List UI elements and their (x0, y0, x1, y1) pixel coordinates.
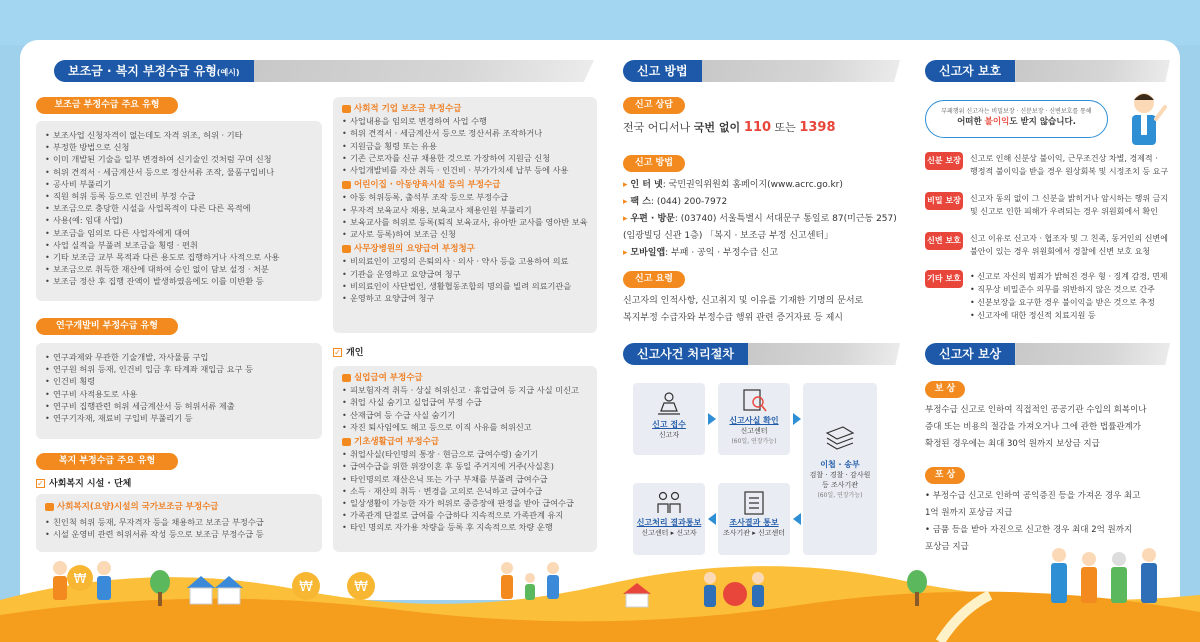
list-item: • 사업 실적을 부풀려 보조금을 횡령 · 편취 (45, 239, 313, 251)
list-item: • 보조금을 임의로 다른 사업자에게 대여 (45, 227, 313, 239)
list-item: • 취업사실(타인명의 통장 · 현금으로 급여수령) 숨기기 (342, 448, 588, 460)
requirements-text (623, 293, 863, 327)
protection-line: • 신고로 자신의 범죄가 밝혀진 경우 형 · 징계 감경, 면제 (970, 272, 1168, 281)
list-item: • 보육교사를 허위로 등록(퇴직 보육교사, 유아반 교사를 영아반 보육 (342, 216, 588, 228)
rnd-list (36, 343, 322, 439)
magnifier-doc-icon (739, 387, 769, 415)
arrow-right-icon (793, 413, 801, 425)
section-header-process: 신고사건 처리절차 (623, 343, 900, 365)
header-suffix: (예시) (216, 68, 240, 77)
reward-line: 증대 또는 비용의 절감을 가져오거나 그에 관한 법률관계가 (925, 422, 1141, 432)
section-header-method: 신고 방법 (623, 60, 900, 82)
requirement-line: 복지부정 수급자와 부정수급 행위 관련 증거자료 등 제시 (623, 313, 843, 323)
reward-line: 1억 원까지 포상금 지급 (925, 508, 1013, 518)
method-line: ▸ 인 터 넷: 국민권익위원회 홈페이지(www.acrc.go.kr) (623, 180, 843, 190)
list-item: • 기관을 운영하고 요양급여 청구 (342, 268, 588, 280)
compensation-text (925, 402, 1147, 453)
list-item: • 기타 보조금 교부 목적과 다른 용도로 집행하거나 사적으로 사용 (45, 251, 313, 263)
businessmen-icon (700, 570, 770, 610)
pill-subsidy: 보조금 부정수급 주요 유형 (36, 97, 178, 114)
list-item: • 급여수급을 위한 위장이혼 후 동일 주거지에 거주(사실혼) (342, 460, 588, 472)
left-panel (20, 40, 603, 600)
protection-line: 신고 이유로 신고자 · 협조자 및 그 친족, 동거인의 신변에 (970, 234, 1168, 243)
method-line: ▸ 우편 · 방문: (03740) 서울특별시 서대문구 통일로 87(미근동 257) (623, 214, 897, 224)
building-icon (342, 105, 351, 113)
checklist-icon (741, 489, 767, 517)
documents-stack-icon (823, 421, 857, 453)
list-item: • 인건비 횡령 (45, 375, 313, 387)
arrow-left-icon (793, 513, 801, 525)
list-item: • 운영하고 요양급여 청구 (342, 292, 588, 304)
building-icon (342, 181, 351, 189)
protection-line: 신고자 동의 없이 그 신분을 밝히거나 암시하는 행위 금지 (970, 194, 1169, 203)
right-panel (603, 40, 1180, 600)
protection-line: • 신고자에 대한 정신적 치료지원 등 (970, 311, 1096, 320)
list-item: • 시설 운영비 관련 허위서류 작성 등으로 보조금 부정수급 등 (45, 528, 313, 540)
step-name: 이첩 · 송부 (820, 460, 860, 469)
svg-text:₩: ₩ (299, 579, 313, 595)
protection-line: 행정적 불이익을 받을 경우 원상회복 및 시정조치 등 요구 (970, 167, 1169, 176)
arrow-left-icon (708, 513, 716, 525)
welfare-sub-title: 사회복지(요양)시설의 국가보조금 부정수급 (45, 501, 313, 513)
col2-org-box (333, 97, 597, 333)
hospital-title: 사무장병원의 요양급여 부정청구 (342, 243, 588, 255)
protection-line: • 신분보장을 요구한 경우 불이익을 받은 것으로 추정 (970, 298, 1155, 307)
reward-line: 부정수급 신고로 인하여 직접적인 공공기관 수입의 회복이나 (925, 405, 1147, 415)
arrow-right-icon (708, 413, 716, 425)
method-line: ▸ 팩 스: (044) 200-7972 (623, 197, 728, 207)
money-icon (342, 374, 351, 382)
man-pointing-icon (1121, 85, 1167, 147)
step-note: (60일, 연장가능) (731, 438, 777, 445)
step-desc-2: 등 조사기관 (821, 481, 859, 489)
list-item: • 보조금 정산 후 집행 잔액이 발생하였음에도 이를 미반환 등 (45, 275, 313, 287)
step-name: 신고 접수 (652, 420, 686, 429)
requirement-line: 신고자의 인적사항, 신고취지 및 이유를 기재한 기명의 문서로 (623, 296, 864, 306)
reward-line: • 부정수급 신고로 인하여 공익증진 등을 가져온 경우 최고 (925, 491, 1141, 501)
protection-bubble: 부패행위 신고자는 비밀보장 · 신분보장 · 신변보호를 통해 어떠한 불이익도 받지 않습니다. (925, 100, 1108, 138)
consult-text: 전국 어디서나 국번 없이 110 또는 1398 (623, 120, 836, 135)
protection-label: 비밀 보장 (925, 192, 963, 210)
pill-welfare: 복지 부정수급 주요 유형 (36, 453, 178, 470)
pill-requirements: 신고 요령 (623, 271, 685, 288)
phone-1398: 1398 (799, 120, 836, 135)
pill-award: 포 상 (925, 467, 965, 484)
daycare-title: 어린이집 · 아동양육시설 등의 부정수급 (342, 179, 588, 191)
header-title: 보조금 · 복지 부정수급 유형 (68, 64, 217, 78)
subsidy-list (36, 121, 322, 301)
basic-living-title: 기초생활급여 부정수급 (342, 436, 588, 448)
reward-line: 확정된 경우에는 최대 30억 원까지 보상금 지급 (925, 439, 1100, 449)
reward-line: 포상금 지급 (925, 542, 969, 552)
protection-item (925, 192, 1170, 218)
phone-110: 110 (743, 120, 772, 135)
step-desc: 신고센터 (740, 427, 768, 435)
list-item: • 이미 개발된 기술을 일부 변경하여 신기술인 것처럼 꾸며 신청 (45, 153, 313, 165)
list-item: • 무자격 보육교사 채용, 보육교사 채용인원 부풀리기 (342, 204, 588, 216)
list-item: • 기존 근로자를 신규 채용한 것으로 가장하여 지원금 신청 (342, 152, 588, 164)
list-item: • 보조금으로 충당한 시설을 사업목적이 다른 다른 목적에 (45, 202, 313, 214)
method-lines (623, 177, 897, 262)
building-icon (342, 245, 351, 253)
section-header-fraud-types (54, 60, 594, 82)
coin-icon (290, 570, 322, 602)
list-item: • 취업 사실 숨기고 실업급여 부정 수급 (342, 396, 588, 408)
step-note: (60일, 연장가능) (817, 492, 863, 499)
list-item: • 허위 견적서 · 세금계산서 등으로 정산서류 조작, 물품구입비나 (45, 166, 313, 178)
sky-background (0, 0, 1200, 45)
list-item: • 보조사업 신청자격이 없는데도 자격 위조, 허위 · 기타 (45, 129, 313, 141)
social-enterprise-title: 사회적 기업 보조금 부정수급 (342, 103, 588, 115)
person-desk-icon (654, 389, 684, 419)
people-group-icon (48, 558, 118, 608)
list-item: • 친인척 허위 등재, 무자격자 등을 채용하고 보조금 부정수급 (45, 516, 313, 528)
list-item: • 타인 명의로 자가용 차량을 등록 후 지속적으로 차량 운행 (342, 521, 588, 533)
list-item: • 연구기자재, 재료비 구입비 부풀리기 등 (45, 412, 313, 424)
step-fact-check (718, 383, 790, 455)
step-report-receipt (633, 383, 705, 455)
step-name: 신고사실 확인 (729, 416, 779, 425)
section-header-reward: 신고자 보상 (925, 343, 1170, 365)
protection-label: 기타 보호 (925, 270, 963, 288)
family-icon (495, 560, 565, 606)
list-item: • 일상생활이 가능한 자가 허위로 중증장애 판정을 받아 급여수급 (342, 497, 588, 509)
protection-item (925, 270, 1170, 322)
list-item: • 사업내용을 임의로 변경하여 사업 수행 (342, 115, 588, 127)
step-name: 조사결과 통보 (729, 518, 779, 527)
step-desc: 신고센터 ▸ 신고자 (641, 529, 697, 537)
list-item: • 소득 · 재산의 취득 · 변경을 고의로 은닉하고 급여수급 (342, 485, 588, 497)
protection-item (925, 152, 1170, 178)
list-item: • 가족관계 단절로 급여를 수급하다 지속적으로 가족관계 유지 (342, 509, 588, 521)
step-desc: 조사기관 ▸ 신고센터 (722, 529, 786, 537)
list-item: • 교사로 등록)하여 보조금 신청 (342, 228, 588, 240)
step-desc: 검찰 · 경찰 · 감사원 (809, 471, 871, 479)
pill-rnd: 연구개발비 부정수급 유형 (36, 318, 178, 335)
svg-text:₩: ₩ (354, 579, 368, 595)
list-item: • 연구비 집행관련 허위 세금계산서 등 허위서류 제출 (45, 400, 313, 412)
list-item: • 비의료인이 고령의 은퇴의사 · 의사 · 약사 등을 고용하여 의료 (342, 255, 588, 267)
bottom-landscape (0, 540, 1200, 642)
reward-line: • 금품 등을 받아 자진으로 신고한 경우 최대 2억 원까지 (925, 525, 1133, 535)
tree-icon (148, 570, 172, 606)
crowd-icon (1045, 545, 1165, 609)
step-name: 신고처리 결과통보 (636, 518, 702, 527)
tree-icon (905, 570, 929, 606)
coin-icon (345, 570, 377, 602)
building-icon (45, 503, 54, 511)
list-item: • 아동 허위등록, 출석부 조작 등으로 부정수급 (342, 191, 588, 203)
money-icon (342, 438, 351, 446)
pill-method: 신고 방법 (623, 155, 685, 172)
list-item: • 허위 견적서 · 세금계산서 등으로 정산서류 조작하거나 (342, 127, 588, 139)
list-item: • 자진 퇴사임에도 해고 등으로 이직 사유를 허위신고 (342, 421, 588, 433)
house-icon (622, 582, 652, 608)
method-line: (임광빌딩 신관 1층) 「복지 · 보조금 부정 신고센터」 (623, 231, 834, 241)
house-icon (185, 574, 245, 606)
list-item: • 보조금으로 취득한 재산에 대하여 승인 없이 담보 설정 · 처분 (45, 263, 313, 275)
protection-line: 신고로 인해 신분상 불이익, 근무조건상 차별, 경제적 · (970, 154, 1158, 163)
protection-line: 및 신고로 인한 피해가 우려되는 경우 위원회에서 확인 (970, 207, 1158, 216)
list-item: • 부정한 방법으로 신청 (45, 141, 313, 153)
list-item: • 연구과제와 무관한 기술개발, 자사물품 구입 (45, 351, 313, 363)
list-item: • 피보험자격 취득 · 상실 허위신고 · 휴업급여 등 지급 사실 미신고 (342, 384, 588, 396)
personal-label: ✓ 개인 (334, 348, 364, 358)
welfare-group-label: ✓ 사회복지 시설 · 단체 (37, 479, 132, 489)
protection-item (925, 232, 1170, 258)
svg-text:₩: ₩ (73, 572, 87, 587)
protection-line: • 직무상 비밀준수 의무를 위반하지 않은 것으로 간주 (970, 285, 1155, 294)
list-item: • 연구원 허위 등재, 인건비 입금 후 타계좌 재입금 요구 등 (45, 363, 313, 375)
two-people-icon (654, 489, 684, 517)
protection-label: 신변 보호 (925, 232, 963, 250)
pill-consult: 신고 상담 (623, 97, 685, 114)
method-line: ▸ 모바일앱: 부패 · 공익 · 부정수급 신고 (623, 248, 779, 258)
list-item: • 연구비 사적용도로 사용 (45, 388, 313, 400)
col2-personal-box (333, 366, 597, 552)
list-item: • 지원금을 횡령 또는 유용 (342, 140, 588, 152)
section-header-protection: 신고자 보호 (925, 60, 1170, 82)
list-item: • 타인명의로 재산은닉 또는 가구 부채를 부풀려 급여수급 (342, 473, 588, 485)
list-item: • 산재급여 등 수급 사실 숨기기 (342, 409, 588, 421)
list-item: • 사용(예: 임대 사업) (45, 214, 313, 226)
step-transfer (803, 383, 877, 555)
list-item: • 비의료인이 사단법인, 생활협동조합의 명의를 빌려 의료기관을 (342, 280, 588, 292)
list-item: • 사업개발비를 자산 취득 · 인건비 · 부가가치세 납부 등에 사용 (342, 164, 588, 176)
list-item: • 직원 허위 등록 등으로 인건비 부정 수급 (45, 190, 313, 202)
protection-line: 불안이 있는 경우 위원회에서 경찰에 신변 보호 요청 (970, 247, 1151, 256)
step-desc: 신고자 (658, 431, 680, 439)
protection-label: 신분 보장 (925, 152, 963, 170)
unemployment-title: 실업급여 부정수급 (342, 372, 588, 384)
list-item: • 공사비 부풀리기 (45, 178, 313, 190)
pill-compensation: 보 상 (925, 381, 965, 398)
